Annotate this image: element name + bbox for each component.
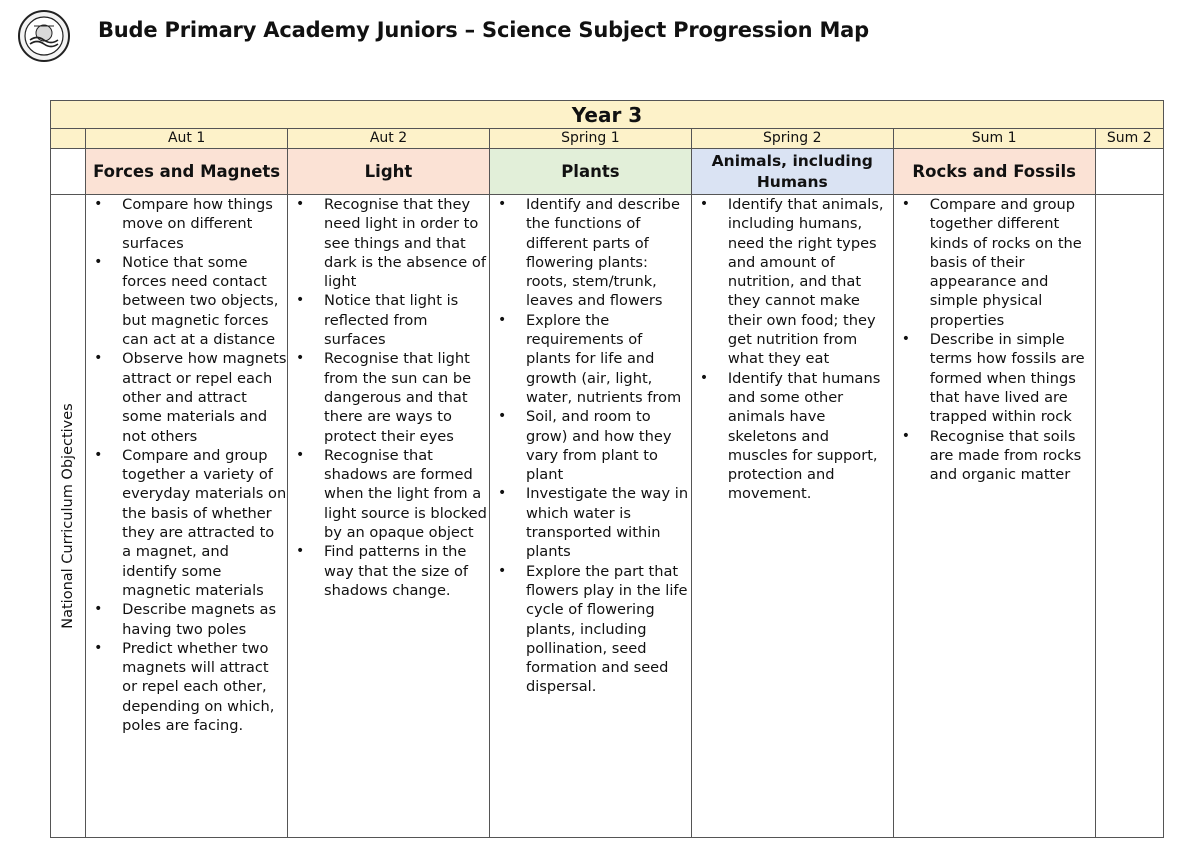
objectives-row-label: National Curriculum Objectives [60, 403, 77, 629]
topic-plants: Plants [489, 149, 691, 195]
topic-animals-including-humans: Animals, including Humans [691, 149, 893, 195]
objective-item: • Identify that humans and some other animals have skeletons and muscles for support, protection and movement. [728, 369, 893, 504]
term-spring2: Spring 2 [691, 129, 893, 149]
objective-item: • Identify that animals, including humans, need the right types and amount of nutrition, and that they cannot make their own food; they get nutrition from what they eat [728, 195, 893, 369]
objective-item: • Identify and describe the functions of different parts of flowering plants: roots, stem/trunk, leaves and flowers [526, 195, 691, 311]
objective-item: • Investigate the way in which water is transported within plants [526, 484, 691, 561]
objectives-list-spring2 [692, 195, 893, 504]
topic-corner-cell [51, 149, 86, 195]
topic-rocks-and-fossils: Rocks and Fossils [893, 149, 1095, 195]
objectives-list-aut2 [288, 195, 489, 600]
topic-sum2-empty [1095, 149, 1163, 195]
objective-item: • Notice that light is reflected from surfaces [324, 291, 489, 349]
objectives-cell-sum1 [893, 195, 1095, 838]
objective-item: • Describe magnets as having two poles [122, 600, 287, 639]
objectives-list-aut1 [86, 195, 287, 735]
objective-item: • Explore the requirements of plants for life and growth (air, light, water, nutrients from [526, 311, 691, 407]
objective-item: • Recognise that soils are made from rocks and organic matter [930, 427, 1095, 485]
objectives-cell-sum2 [1095, 195, 1163, 838]
school-crest-logo [18, 10, 70, 62]
objectives-list-sum1 [894, 195, 1095, 484]
term-sum2: Sum 2 [1095, 129, 1163, 149]
objective-item: • Compare and group together different kinds of rocks on the basis of their appearance and simple physical properties [930, 195, 1095, 330]
year-heading: Year 3 [51, 101, 1164, 129]
term-sum1: Sum 1 [893, 129, 1095, 149]
objectives-cell-aut1 [86, 195, 288, 838]
page-title: Bude Primary Academy Juniors – Science Subject Progression Map [98, 18, 869, 42]
objectives-row-label-cell [51, 195, 86, 838]
progression-table [50, 100, 1164, 838]
objectives-row [51, 195, 1164, 838]
term-row [51, 129, 1164, 149]
term-aut2: Aut 2 [288, 129, 490, 149]
term-corner-cell [51, 129, 86, 149]
topic-row [51, 149, 1164, 195]
objective-item: • Recognise that shadows are formed when the light from a light source is blocked by an opaque object [324, 446, 489, 542]
objective-item: • Explore the part that flowers play in the life cycle of flowering plants, including pollination, seed formation and seed dispersal. [526, 562, 691, 697]
objectives-cell-spring2 [691, 195, 893, 838]
objectives-list-spring1 [490, 195, 691, 697]
objectives-cell-aut2 [288, 195, 490, 838]
objective-item: • Describe in simple terms how fossils are formed when things that have lived are trapped within rock [930, 330, 1095, 426]
objective-item: • Find patterns in the way that the size of shadows change. [324, 542, 489, 600]
objective-item: • Compare how things move on different surfaces [122, 195, 287, 253]
objectives-cell-spring1 [489, 195, 691, 838]
year-row [51, 101, 1164, 129]
topic-light: Light [288, 149, 490, 195]
term-aut1: Aut 1 [86, 129, 288, 149]
objective-item: • Recognise that light from the sun can be dangerous and that there are ways to protect their eyes [324, 349, 489, 445]
objective-item: • Predict whether two magnets will attract or repel each other, depending on which, poles are facing. [122, 639, 287, 735]
objective-item: • Soil, and room to grow) and how they vary from plant to plant [526, 407, 691, 484]
topic-forces-and-magnets: Forces and Magnets [86, 149, 288, 195]
objective-item: • Recognise that they need light in order to see things and that dark is the absence of light [324, 195, 489, 291]
objective-item: • Notice that some forces need contact between two objects, but magnetic forces can act at a distance [122, 253, 287, 349]
objective-item: • Compare and group together a variety of everyday materials on the basis of whether they are attracted to a magnet, and identify some magnetic materials [122, 446, 287, 600]
objective-item: • Observe how magnets attract or repel each other and attract some materials and not others [122, 349, 287, 445]
term-spring1: Spring 1 [489, 129, 691, 149]
